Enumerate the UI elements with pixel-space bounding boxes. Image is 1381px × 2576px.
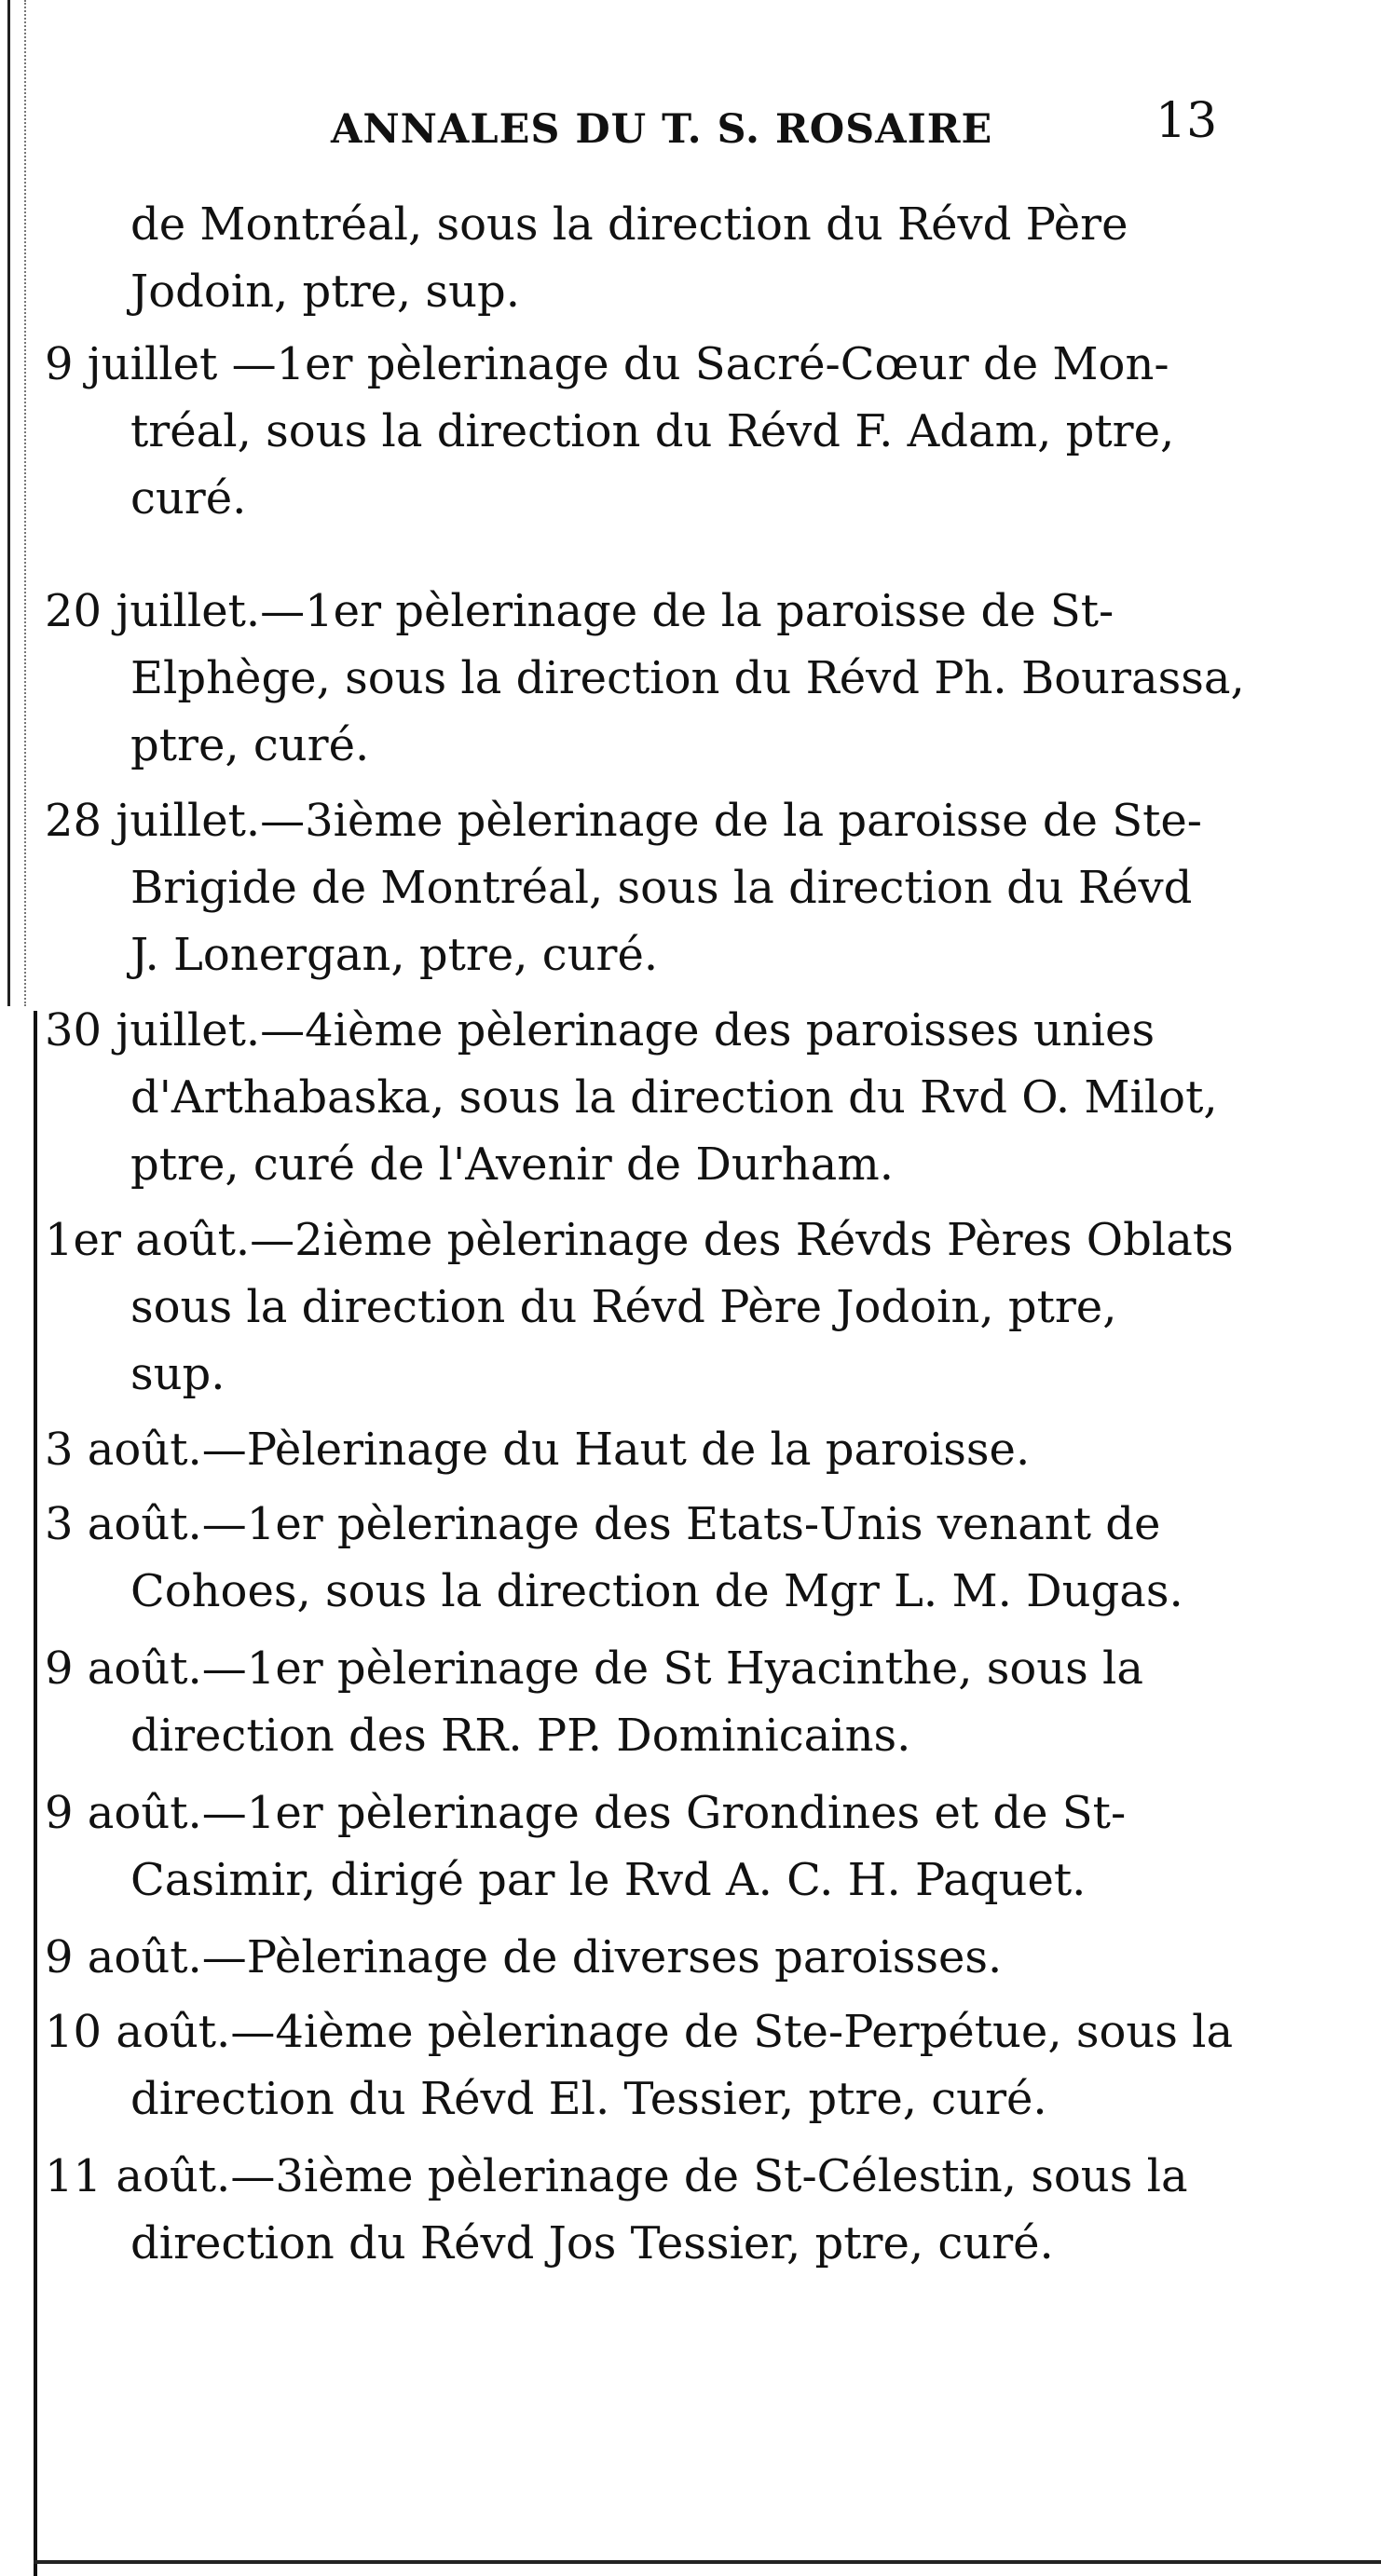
bottom-rule (34, 2560, 1381, 2564)
entry-line: d'Arthabaska, sous la direction du Rvd O. Milot, (130, 1071, 1218, 1124)
entry-line: 3 août.—Pèlerinage du Haut de la paroisse. (45, 1424, 1031, 1476)
page-number: 13 (1155, 93, 1218, 149)
entry-line: 11 août.—3ième pèlerinage de St-Célestin, sous la (45, 2150, 1188, 2202)
entry-line: ptre, curé. (130, 719, 370, 771)
entry-line: 3 août.—1er pèlerinage des Etats-Unis venant de (45, 1498, 1161, 1550)
entry-line: Jodoin, ptre, sup. (130, 266, 520, 318)
running-title: ANNALES DU T. S. ROSAIRE (331, 106, 993, 153)
entry-line: sous la direction du Révd Père Jodoin, ptre, (130, 1281, 1117, 1333)
entry-line: 28 juillet.—3ième pèlerinage de la paroisse de Ste- (45, 795, 1202, 847)
entry-line: 20 juillet.—1er pèlerinage de la paroisse de St- (45, 585, 1114, 637)
entry-line: Cohoes, sous la direction de Mgr L. M. Dugas. (130, 1565, 1183, 1617)
entry-line: 30 juillet.—4ième pèlerinage des paroisses unies (45, 1004, 1155, 1056)
left-frame-rule (34, 1011, 37, 2576)
entry-line: sup. (130, 1348, 226, 1400)
entry-line: J. Lonergan, ptre, curé. (130, 929, 659, 981)
entry-line: 9 août.—Pèlerinage de diverses paroisses. (45, 1931, 1003, 1983)
entry-line: direction du Révd El. Tessier, ptre, curé. (130, 2073, 1047, 2125)
entry-line: tréal, sous la direction du Révd F. Adam, ptre, (130, 405, 1175, 457)
entry-line: Casimir, dirigé par le Rvd A. C. H. Paquet. (130, 1854, 1087, 1906)
entry-line: direction des RR. PP. Dominicains. (130, 1710, 911, 1762)
entry-line: Elphège, sous la direction du Révd Ph. Bourassa, (130, 652, 1245, 704)
entry-line: curé. (130, 472, 247, 525)
entry-line: 9 août.—1er pèlerinage de St Hyacinthe, sous la (45, 1642, 1144, 1695)
entry-line: ptre, curé de l'Avenir de Durham. (130, 1138, 894, 1191)
entry-line: direction du Révd Jos Tessier, ptre, curé. (130, 2217, 1054, 2269)
page-header (0, 93, 1381, 168)
entry-line: 9 juillet —1er pèlerinage du Sacré-Cœur de Mon- (45, 338, 1169, 390)
entry-line: Brigide de Montréal, sous la direction du Révd (130, 862, 1193, 914)
entry-line: 1er août.—2ième pèlerinage des Révds Pères Oblats (45, 1214, 1234, 1266)
entry-line: 9 août.—1er pèlerinage des Grondines et de St- (45, 1787, 1127, 1839)
entry-line: 10 août.—4ième pèlerinage de Ste-Perpétue, sous la (45, 2006, 1234, 2058)
entry-line: de Montréal, sous la direction du Révd Père (130, 198, 1128, 251)
